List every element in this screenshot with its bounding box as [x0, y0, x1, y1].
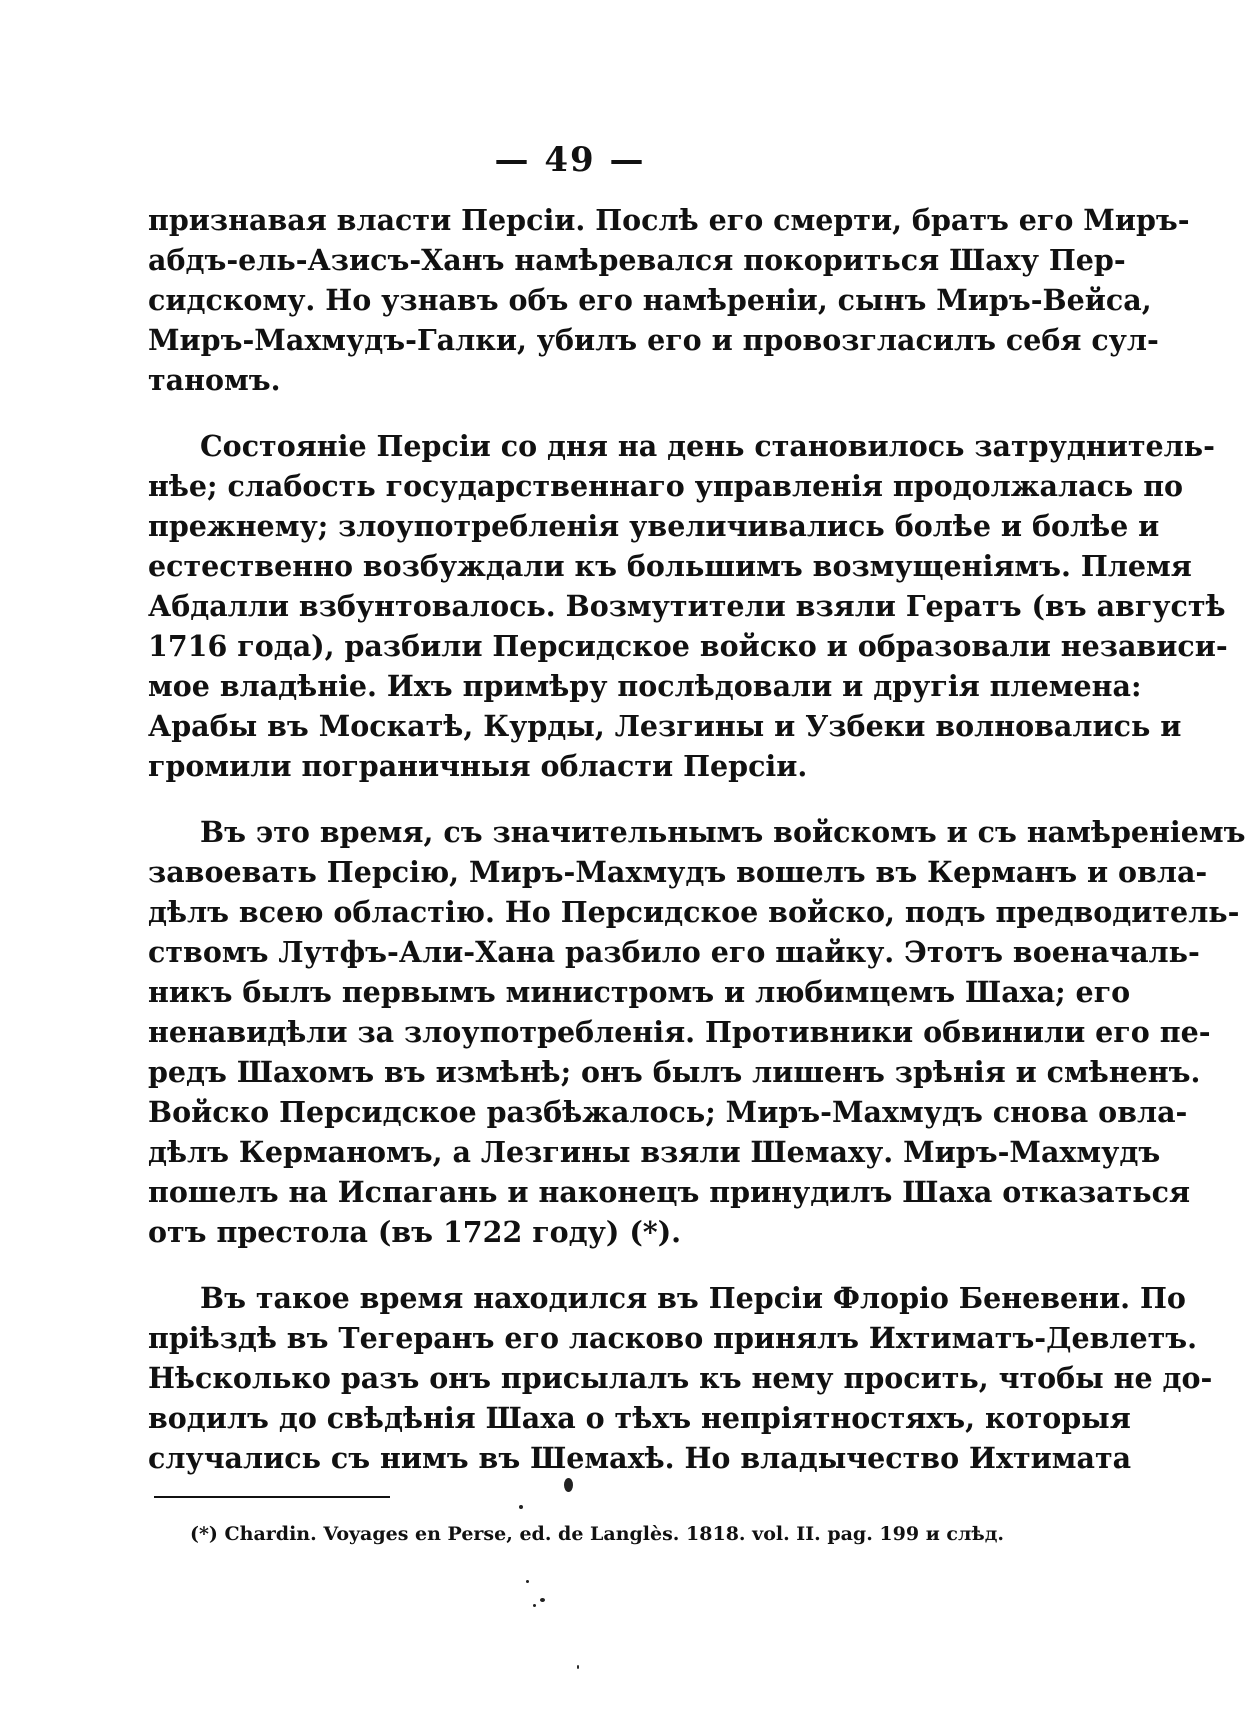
scan-speck [540, 1598, 545, 1602]
text-line: Нѣсколько разъ онъ присылалъ къ нему просить, чтобы не до- [148, 1361, 1213, 1395]
paragraph-1 [148, 200, 1190, 400]
scan-speck [519, 1505, 523, 1509]
paragraph-3 [148, 812, 1245, 1252]
scan-speck [564, 1478, 573, 1492]
text-line: Въ такое время находился въ Персіи Флоріо Беневени. По [200, 1281, 1186, 1315]
text-line: дѣлъ всею областію. Но Персидское войско, подъ предводитель- [148, 895, 1240, 929]
text-line: ствомъ Лутфъ-Али-Хана разбило его шайку. Этотъ военачаль- [148, 935, 1200, 969]
text-line: нѣе; слабость государственнаго управленія продолжалась по [148, 469, 1184, 503]
text-line: сидскому. Но узнавъ объ его намѣреніи, сынъ Миръ-Вейса, [148, 283, 1152, 317]
footnote: (*) Chardin. Voyages en Perse, ed. de Langlès. 1818. vol. II. pag. 199 и слѣд. [190, 1523, 1005, 1545]
text-line: абдъ-ель-Азисъ-Ханъ намѣревался покориться Шаху Пер- [148, 243, 1126, 277]
footnote-divider [154, 1496, 390, 1498]
text-line: водилъ до свѣдѣнія Шаха о тѣхъ непріятностяхъ, которыя [148, 1401, 1131, 1435]
text-line: Состояніе Персіи со дня на день становилось затруднитель- [200, 429, 1215, 463]
page-number: — 49 — [494, 140, 646, 180]
text-line: Абдалли взбунтовалось. Возмутители взяли Гератъ (въ августѣ [148, 589, 1226, 623]
text-line: громили пограничныя области Персіи. [148, 749, 808, 783]
scan-speck [577, 1665, 579, 1669]
text-line: Арабы въ Москатѣ, Курды, Лезгины и Узбеки волновались и [148, 709, 1182, 743]
text-line: Въ это время, съ значительнымъ войскомъ и съ намѣреніемъ [200, 815, 1245, 849]
scan-speck [526, 1580, 529, 1583]
text-line: отъ престола (въ 1722 году) (*). [148, 1215, 682, 1249]
text-line: дѣлъ Керманомъ, а Лезгины взяли Шемаху. Миръ-Махмудъ [148, 1135, 1161, 1169]
text-line: пріѣздѣ въ Тегеранъ его ласково принялъ Ихтиматъ-Девлетъ. [148, 1321, 1198, 1355]
text-line: прежнему; злоупотребленія увеличивались болѣе и болѣе и [148, 509, 1160, 543]
text-line: таномъ. [148, 363, 281, 397]
paragraph-4 [148, 1278, 1213, 1478]
text-line: случались съ нимъ въ Шемахѣ. Но владычество Ихтимата [148, 1441, 1132, 1475]
text-line: завоевать Персію, Миръ-Махмудъ вошелъ въ Керманъ и овла- [148, 855, 1208, 889]
text-line: ненавидѣли за злоупотребленія. Противники обвинили его пе- [148, 1015, 1211, 1049]
text-line: редъ Шахомъ въ измѣнѣ; онъ былъ лишенъ зрѣнія и смѣненъ. [148, 1055, 1201, 1089]
text-line: никъ былъ первымъ министромъ и любимцемъ Шаха; его [148, 975, 1131, 1009]
paragraph-2 [148, 426, 1228, 786]
text-line: естественно возбуждали къ большимъ возмущеніямъ. Племя [148, 549, 1192, 583]
text-line: Войско Персидское разбѣжалось; Миръ-Махмудъ снова овла- [148, 1095, 1188, 1129]
text-line: 1716 года), разбили Персидское войско и образовали независи- [148, 629, 1228, 663]
body-text [148, 200, 1245, 1504]
text-line: Миръ-Махмудъ-Галки, убилъ его и провозгласилъ себя сул- [148, 323, 1159, 357]
text-line: мое владѣніе. Ихъ примѣру послѣдовали и другія племена: [148, 669, 1142, 703]
text-line: пошелъ на Испагань и наконецъ принудилъ Шаха отказаться [148, 1175, 1191, 1209]
text-line: признавая власти Персіи. Послѣ его смерти, братъ его Миръ- [148, 203, 1190, 237]
scan-speck [533, 1604, 536, 1607]
